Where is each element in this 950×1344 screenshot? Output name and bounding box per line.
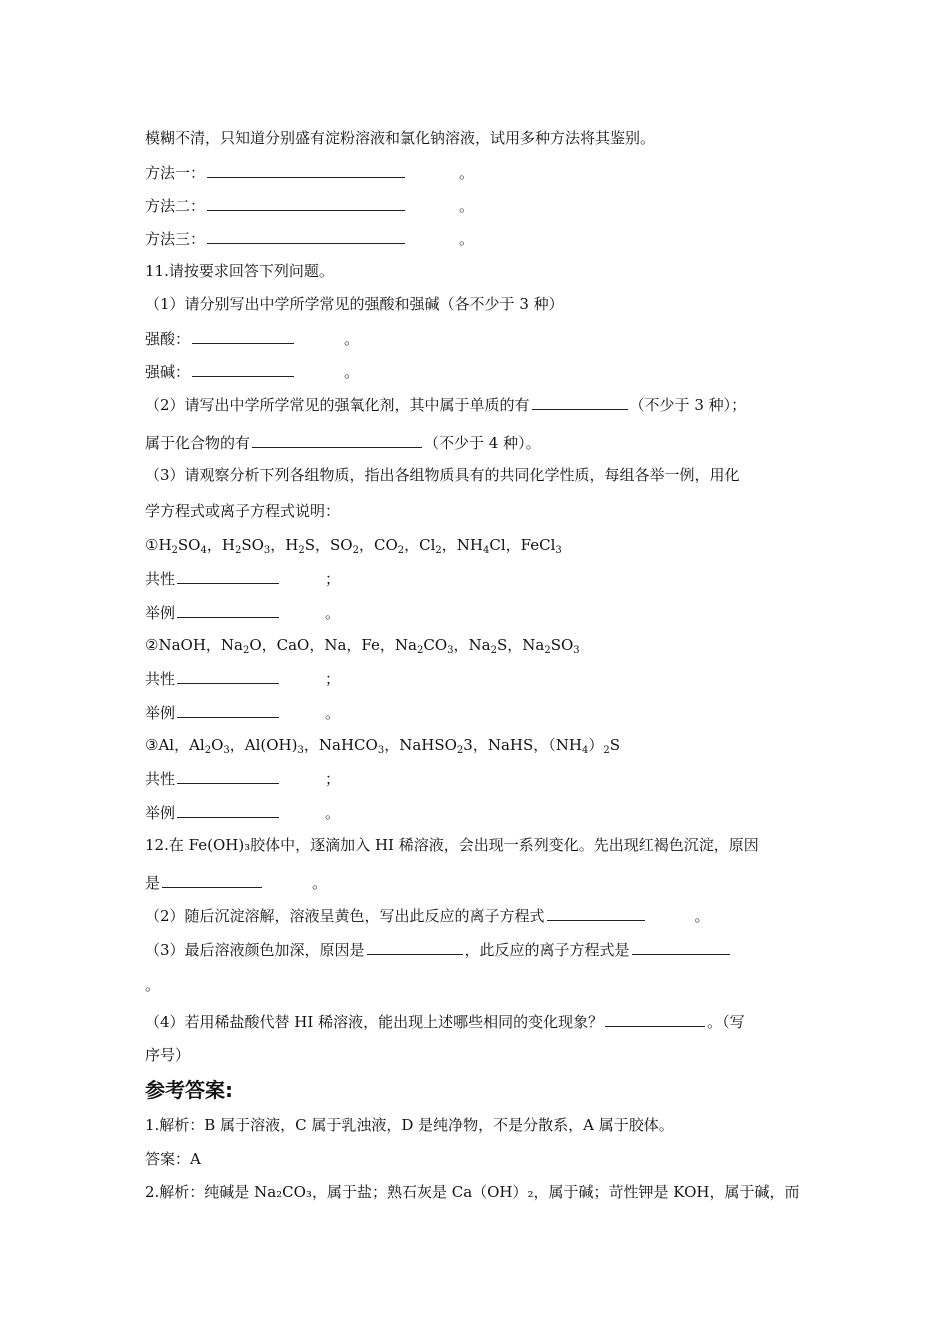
common-label: 共性 (145, 770, 176, 788)
q11-part2-line1 (145, 394, 746, 415)
period: 。 (325, 704, 341, 722)
group-two-example-blank[interactable] (177, 702, 279, 718)
q12-part2 (145, 905, 710, 926)
color-reason-blank[interactable] (367, 939, 463, 955)
group-three-formulas: ③Al，$Al_2O_3$，$Al(OH)_3$，NaHCO$_3$，NaHSO$_2$3，NaHS，$(NH_4)_2S$ (145, 736, 621, 756)
q12-part4-end: 序号） (145, 1046, 191, 1064)
semicolon: ； (325, 670, 341, 688)
group-two-common-blank[interactable] (177, 668, 279, 684)
group-one-example-blank[interactable] (177, 602, 279, 618)
method-three-blank[interactable] (207, 228, 405, 244)
ionic-equation-blank[interactable] (547, 905, 645, 921)
q12-part3 (145, 939, 732, 960)
example-label: 举例 (145, 604, 176, 622)
q11-part2-tail: （不少于 3 种）； (629, 396, 747, 414)
answer-1: 1.解析：B 属于溶液，C 属于乳浊液，D 是纯净物，不是分散系，A 属于胶体。 (145, 1116, 674, 1134)
q11-part2b-tail: （不少于 4 种）。 (424, 434, 541, 452)
method-two-blank[interactable] (207, 195, 405, 211)
q12-part4-tail: 。（写 (707, 1013, 745, 1031)
q11-part2-line2 (145, 432, 541, 453)
group-two-common-row (145, 668, 340, 689)
answer-2: 2.解析：纯碱是 Na₂CO₃，属于盐；熟石灰是 Ca（OH）₂，属于碱；苛性钾是 KOH，属于碱，而 (145, 1183, 800, 1201)
group-three-example-blank[interactable] (177, 802, 279, 818)
oxidant-element-blank[interactable] (532, 394, 628, 410)
method-three-row (145, 228, 474, 249)
group-three-common-blank[interactable] (177, 768, 279, 784)
group-one-common-row (145, 568, 340, 589)
group-one-example-row (145, 602, 340, 623)
q11-part3-line1: （3）请观察分析下列各组物质，指出各组物质具有的共同化学性质，每组各举一例，用化 (145, 466, 740, 484)
group-two-example-row (145, 702, 340, 723)
strong-base-blank[interactable] (192, 361, 294, 377)
method-one-blank[interactable] (207, 162, 405, 178)
reason-blank[interactable] (162, 872, 262, 888)
q10-intro: 模糊不清，只知道分别盛有淀粉溶液和氯化钠溶液，试用多种方法将其鉴别。 (145, 129, 656, 147)
period: 。 (325, 804, 341, 822)
group-one-common-blank[interactable] (177, 568, 279, 584)
strong-base-row (145, 361, 359, 382)
phenomenon-blank[interactable] (605, 1011, 705, 1027)
method-one-row (145, 162, 474, 183)
period: 。 (459, 164, 475, 182)
answer-1-result: 答案：A (145, 1150, 201, 1168)
method-two-row (145, 195, 474, 216)
q12-part3-mid: ，此反应的离子方程式是 (464, 941, 630, 959)
period: 。 (312, 874, 328, 892)
q11-part3-line2: 学方程式或离子方程式说明： (145, 502, 341, 520)
q12-line2 (145, 872, 327, 893)
q12-part4-text: （4）若用稀盐酸代替 HI 稀溶液，能出现上述哪些相同的变化现象？ (145, 1013, 604, 1031)
answers-heading: 参考答案: (145, 1078, 233, 1102)
example-label: 举例 (145, 804, 176, 822)
group-three-common-row (145, 768, 340, 789)
period: 。 (694, 907, 710, 925)
q12-part3-text: （3）最后溶液颜色加深，原因是 (145, 941, 365, 959)
q12-line2-text: 是 (145, 874, 161, 892)
q12-part4 (145, 1011, 745, 1032)
period: 。 (344, 363, 360, 381)
group-three-example-row (145, 802, 340, 823)
oxidant-compound-blank[interactable] (252, 432, 422, 448)
q11-part1: （1）请分别写出中学所学常见的强酸和强碱（各不少于 3 种） (145, 295, 564, 313)
method-one-label: 方法一： (145, 164, 206, 182)
period: 。 (459, 230, 475, 248)
semicolon: ； (325, 570, 341, 588)
strong-acid-row (145, 328, 359, 349)
method-three-label: 方法三： (145, 230, 206, 248)
period: 。 (344, 330, 360, 348)
strong-base-label: 强碱： (145, 363, 191, 381)
q12-part3-end: 。 (145, 976, 161, 994)
color-equation-blank[interactable] (632, 939, 730, 955)
group-two-formulas: ②NaOH，$Na_2O$，CaO，Na，Fe，$Na_2CO_3$，$Na_2S$，$Na_2SO_3$ (145, 636, 580, 656)
q12-part2-text: （2）随后沉淀溶解，溶液呈黄色，写出此反应的离子方程式 (145, 907, 545, 925)
q11-part2b-text: 属于化合物的有 (145, 434, 251, 452)
q11-title: 11.请按要求回答下列问题。 (145, 262, 334, 280)
strong-acid-blank[interactable] (192, 328, 294, 344)
common-label: 共性 (145, 670, 176, 688)
strong-acid-label: 强酸： (145, 330, 191, 348)
method-two-label: 方法二： (145, 197, 206, 215)
common-label: 共性 (145, 570, 176, 588)
group-one-formulas: $①H_2SO_4$，$H_2SO_3$，$H_2S$，$SO_2$，$CO_2$，$Cl_2$，$NH_4Cl$，FeCl$_3$ (145, 536, 562, 556)
q12-line1: 12.在 Fe(OH)₃胶体中，逐滴加入 HI 稀溶液，会出现一系列变化。先出现红褐色沉淀，原因 (145, 836, 759, 854)
semicolon: ； (325, 770, 341, 788)
example-label: 举例 (145, 704, 176, 722)
period: 。 (325, 604, 341, 622)
q11-part2-text: （2）请写出中学所学常见的强氧化剂，其中属于单质的有 (145, 396, 530, 414)
period: 。 (459, 197, 475, 215)
